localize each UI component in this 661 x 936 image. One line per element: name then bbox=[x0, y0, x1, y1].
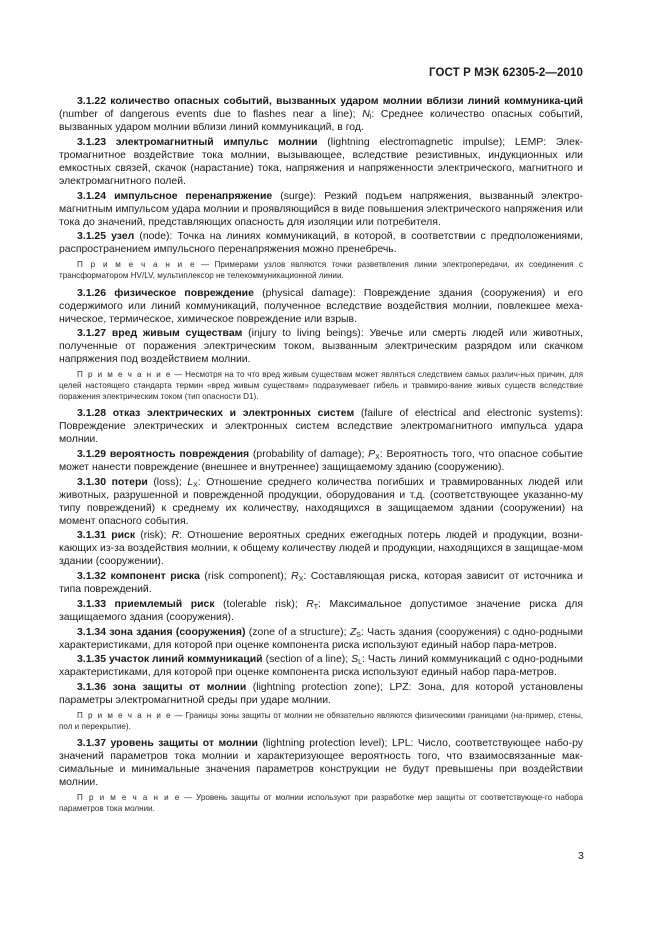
definition-english: node bbox=[142, 231, 167, 243]
definition-paragraph: 3.1.33 приемлемый риск (tolerable risk); $R_T$: Максимальное допустимое значение риска для защищаемого здания (сооружения). bbox=[59, 598, 583, 623]
definition-symbol-subscript: T bbox=[313, 603, 319, 611]
definition-term: узел bbox=[111, 231, 135, 243]
definitions-body bbox=[59, 95, 583, 820]
definition-symbol-subscript: X bbox=[375, 453, 380, 461]
definition-paragraph: 3.1.26 физическое повреждение (physical damage): Повреждение здания (сооружения) и его содержимого или линий коммуникаций, полученное вследствие воздействия молнии, повлекшее меха-ническое, термическое, химическое повреждение или взрыв. bbox=[59, 287, 583, 325]
definition-term: потери bbox=[111, 476, 148, 488]
definition-english: lightning protection zone bbox=[256, 681, 377, 693]
definition-paragraph: 3.1.31 риск (risk); R: Отношение вероятных средних ежегодных потерь людей и продукции, возни-кающих из-за воздействия молнии, к общему количеству людей и продукции, находящихся в защищае-мом здании (сооружении). bbox=[59, 530, 583, 568]
definition-abbreviation: LPL bbox=[391, 738, 411, 750]
definition-symbol-subscript: L bbox=[358, 659, 363, 667]
definition-number: 3.1.23 bbox=[77, 136, 107, 148]
definition-term: физическое повреждение bbox=[114, 287, 254, 299]
definition-number: 3.1.33 bbox=[77, 598, 107, 610]
definition-term: участок линий коммуникаций bbox=[109, 654, 263, 666]
definition-number: 3.1.29 bbox=[77, 448, 107, 460]
definition-paragraph: 3.1.27 вред живым существам (injury to living beings): Увечье или смерть людей или животных, полученные от поражения электрическим током, вызванным электрическим разрядом или скачком напряжения под воздействием молнии. bbox=[59, 328, 583, 366]
definition-symbol: R bbox=[291, 571, 299, 583]
document-header: ГОСТ Р МЭК 62305-2—2010 bbox=[429, 67, 583, 79]
definition-paragraph: 3.1.34 зона здания (сооружения) (zone of a structure); $Z_S$: Часть здания (сооружения) с одно-родными характеристиками, для которой при оценке компонента риска используют единый набор пара-метров. bbox=[59, 626, 584, 651]
definition-number: 3.1.25 bbox=[77, 231, 107, 243]
definition-english: physical damage bbox=[265, 287, 350, 299]
definition-symbol: R bbox=[171, 530, 180, 542]
note-paragraph bbox=[59, 370, 583, 402]
note-paragraph bbox=[59, 260, 583, 281]
definition-term: отказ электрических и электронных систем bbox=[112, 408, 355, 420]
definition-term: риск bbox=[111, 530, 136, 542]
note-label: П р и м е ч а н и е bbox=[77, 260, 196, 270]
definition-english: section of a line bbox=[269, 654, 342, 666]
definition-symbol: L bbox=[187, 476, 194, 488]
definition-text: : Максимальное допустимое значение риска для защищаемого здания (сооружения). bbox=[59, 598, 583, 623]
definition-text: : Составляющая риска, которая зависит от источника и типа повреждений. bbox=[59, 571, 583, 596]
definition-term: приемлемый риск bbox=[114, 598, 215, 610]
note-text: — Несмотря на то что вред живым существам может являться следствием самых различ-ных причин, для целей настоящего стандарта термин «вред живым существам» подразумевает гибель и травмиро-вание живых существ вследствие поражения электрическим током (тип опасности D1). bbox=[59, 370, 583, 401]
definition-paragraph: 3.1.28 отказ электрических и электронных систем (failure of electrical and electronic systems): Повреждение электрических и электронных систем вследствие электромагнитного импульса удара молнии. bbox=[59, 408, 583, 446]
definition-english: failure of electrical and electronic systems bbox=[364, 408, 577, 420]
definition-number: 3.1.24 bbox=[77, 190, 107, 202]
definition-term: уровень защиты от молнии bbox=[110, 738, 258, 750]
definition-number: 3.1.32 bbox=[77, 571, 107, 583]
definition-text: : Отношение вероятных средних ежегодных потерь людей и продукции, возни-кающих из-за воздействия молнии, к общему количеству людей и продукции, находящихся в защищае-мом здании (сооружении). bbox=[59, 530, 583, 568]
note-text: — Уровень защиты от молнии используют при разработке мер защиты от соответствующе-го набора параметров тока молнии. bbox=[59, 793, 583, 813]
definition-term: зона здания (сооружения) bbox=[109, 626, 246, 638]
definition-symbol: R bbox=[306, 598, 314, 610]
definition-text: : Среднее количество опасных событий, вызванных ударом молнии вблизи линий коммуникаций, в год. bbox=[59, 109, 584, 134]
definition-text: : Зона, для которой установлены параметры электромагнитной среды при ударе молнии. bbox=[59, 681, 583, 706]
definition-paragraph: 3.1.30 потери (loss); $L_X$: Отношение среднего количества погибших и травмированных людей или животных, разрушенной и поврежденной продукции, оборудования и т.д. (соответствующее указанно-му типу повреждений) к среднему их количеству, находящихся в защищаемом здании (сооружении) на момент опасного события. bbox=[59, 476, 583, 527]
definition-text: : Элек-тромагнитное воздействие тока молнии, вызывающее, вследствие резистивных, индукционных или емкостных связей, скачок (нарастание) тока, напряжения и напряженности электрического, магнитного и электромагнитного полей. bbox=[59, 136, 583, 187]
note-text: — Границы зоны защиты от молнии не обязательно являются физическими границами (на-пример, стены, пол и перекрытие). bbox=[59, 710, 584, 731]
definition-text: : Часть линий коммуникаций с одно-родными характеристиками, для которой при оценке компонента риска используют единый набор пара-метров. bbox=[59, 654, 583, 679]
definition-term: импульсное перенапряжение bbox=[114, 190, 273, 202]
definition-paragraph: 3.1.22 количество опасных событий, вызванных ударом молнии вблизи линий коммуника-ций (number of dangerous events due to flashes near a line); $N_l$: Среднее количество опасных событий, вызванных ударом молнии вблизи линий коммуникаций, в год. bbox=[59, 96, 584, 134]
definition-term: вероятность повреждения bbox=[109, 448, 250, 460]
definition-english: risk bbox=[143, 530, 160, 542]
definition-symbol: N bbox=[362, 109, 370, 121]
definition-english: risk component bbox=[207, 571, 281, 583]
definition-paragraph: 3.1.32 компонент риска (risk component); $R_X$: Составляющая риска, которая зависит от источника и типа повреждений. bbox=[59, 571, 583, 596]
definition-english: zone of a structure bbox=[252, 626, 341, 638]
definition-symbol: S bbox=[351, 654, 359, 666]
note-label: П р и м е ч а н и е bbox=[77, 710, 172, 720]
definition-english: number of dangerous events due to flashes near a line bbox=[62, 109, 350, 121]
definition-term: количество опасных событий, вызванных ударом молнии вблизи линий коммуника-ций bbox=[110, 96, 583, 107]
definition-term: вред живым существам bbox=[111, 328, 243, 340]
definition-paragraph: 3.1.35 участок линий коммуникаций (section of a line); $S_L$: Часть линий коммуникаций с одно-родными характеристиками, для которой при оценке компонента риска используют единый набор пара-метров. bbox=[59, 654, 583, 679]
definition-number: 3.1.22 bbox=[77, 96, 107, 107]
definition-number: 3.1.36 bbox=[77, 681, 107, 693]
definition-text: : Отношение среднего количества погибших и травмированных людей или животных, разрушенной и поврежденной продукции, оборудования и т.д. (соответствующее указанно-му типу повреждений) к среднему их количеству, находящихся в защищаемом здании (сооружении) на момент опасного события. bbox=[59, 476, 583, 527]
note-label: П р и м е ч а н и е bbox=[77, 793, 181, 803]
definition-english: injury to living beings bbox=[251, 328, 358, 340]
note-label: П р и м е ч а н и е bbox=[77, 370, 172, 380]
definition-text: : Повреждение электрических и электронных систем вследствие электромагнитного импульса удара молнии. bbox=[59, 408, 583, 446]
definition-paragraph: 3.1.23 электромагнитный импульс молнии (lightning electromagnetic impulse); LEMP: Элек-тромагнитное воздействие тока молнии, вызывающее, вследствие резистивных, индукционных или емкостных связей, скачок (нарастание) тока, напряжения и напряженности электрического, магнитного и электромагнитного полей. bbox=[59, 136, 583, 187]
definition-number: 3.1.26 bbox=[77, 287, 107, 299]
definition-number: 3.1.37 bbox=[77, 738, 107, 750]
definition-english: lightning protection level bbox=[265, 738, 382, 750]
definition-number: 3.1.28 bbox=[77, 408, 107, 420]
definition-symbol-subscript: X bbox=[298, 576, 304, 584]
note-text: — Примерами узлов являются точки разветвления линии электропередачи, их соединения с трансформатором HV/LV, мультиплексор не телекоммуникационной линии. bbox=[59, 260, 584, 280]
page-number: 3 bbox=[578, 850, 584, 862]
definition-term: компонент риска bbox=[110, 571, 200, 583]
definition-paragraph: 3.1.25 узел (node): Точка на линиях коммуникаций, в которой, в соответствии с предположениями, распространением импульсного перенапряжения можно пренебречь. bbox=[59, 231, 583, 256]
definition-english: tolerable risk bbox=[226, 598, 292, 610]
definition-symbol: Z bbox=[349, 626, 357, 638]
definition-paragraph: 3.1.24 импульсное перенапряжение (surge): Резкий подъем напряжения, вызванный электро-магнитным импульсом удара молнии и проявляющийся в виде повышения электрического напряжения или тока до значений, представляющих опасность для изоляции или потребителя. bbox=[59, 190, 583, 228]
definition-text: : Увечье или смерть людей или животных, полученные от поражения электрическим током, вызванным электрическим разрядом или скачком напряжения под воздействием молнии. bbox=[59, 328, 583, 366]
definition-symbol: P bbox=[368, 448, 376, 460]
definition-number: 3.1.30 bbox=[77, 476, 107, 488]
definition-text: : Вероятность того, что опасное событие может нанести повреждение (внешнее и внутреннее) защищаемому зданию (сооружению). bbox=[59, 448, 583, 473]
note-paragraph bbox=[59, 793, 583, 814]
definition-symbol-subscript: l bbox=[369, 114, 372, 122]
definition-text: : Точка на линиях коммуникаций, в которой, в соответствии с предположениями, распространением импульсного перенапряжения можно пренебречь. bbox=[59, 231, 583, 256]
definition-text: : Число, соответствующее набо-ру значений параметров тока молнии и характеризующее вероятность того, что взаимосвязанные мак-симальные и минимальные значения параметров конструкции не будут превышены при воздействии молнии. bbox=[59, 738, 583, 789]
definition-term: электромагнитный импульс молнии bbox=[115, 136, 318, 148]
definition-paragraph: 3.1.36 зона защиты от молнии (lightning protection zone); LPZ: Зона, для которой установлены параметры электромагнитной среды при ударе молнии. bbox=[59, 681, 583, 706]
definition-english: probability of damage bbox=[256, 448, 358, 460]
definition-english: loss bbox=[156, 476, 176, 488]
definition-text: : Часть здания (сооружения) с одно-родными характеристиками, для которой при оценке компонента риска используют единый набор пара-метров. bbox=[59, 626, 584, 651]
definition-number: 3.1.31 bbox=[77, 530, 107, 542]
definition-symbol-subscript: S bbox=[356, 631, 361, 639]
definition-text: : Повреждение здания (сооружения) и его содержимого или линий коммуникаций, полученное вследствие воздействия молнии, повлекшее меха-ническое, термическое, химическое повреждение или взрыв. bbox=[59, 287, 583, 325]
definition-term: зона защиты от молнии bbox=[112, 681, 247, 693]
definition-number: 3.1.27 bbox=[77, 328, 107, 340]
note-paragraph bbox=[59, 711, 583, 732]
definition-paragraph: 3.1.37 уровень защиты от молнии (lightning protection level); LPL: Число, соответствующее набо-ру значений параметров тока молнии и характеризующее вероятность того, что взаимосвязанные мак-симальные и минимальные значения параметров конструкции не будут превышены при воздействии молнии. bbox=[59, 738, 583, 789]
definition-abbreviation: LEMP bbox=[514, 136, 544, 148]
definition-paragraph: 3.1.29 вероятность повреждения (probability of damage); $P_X$: Вероятность того, что опасное событие может нанести повреждение (внешнее и внутреннее) защищаемому зданию (сооружению). bbox=[59, 448, 583, 473]
definition-abbreviation: LPZ bbox=[389, 681, 409, 693]
definition-english: surge bbox=[283, 190, 310, 202]
definition-english: lightning electromagnetic impulse bbox=[330, 136, 499, 148]
definition-text: : Резкий подъем напряжения, вызванный электро-магнитным импульсом удара молнии и проявляющийся в виде повышения электрического напряжения или тока до значений, представляющих опасность для изоляции или потребителя. bbox=[59, 190, 583, 228]
definition-symbol-subscript: X bbox=[193, 481, 198, 489]
definition-number: 3.1.34 bbox=[77, 626, 107, 638]
definition-number: 3.1.35 bbox=[77, 654, 107, 666]
